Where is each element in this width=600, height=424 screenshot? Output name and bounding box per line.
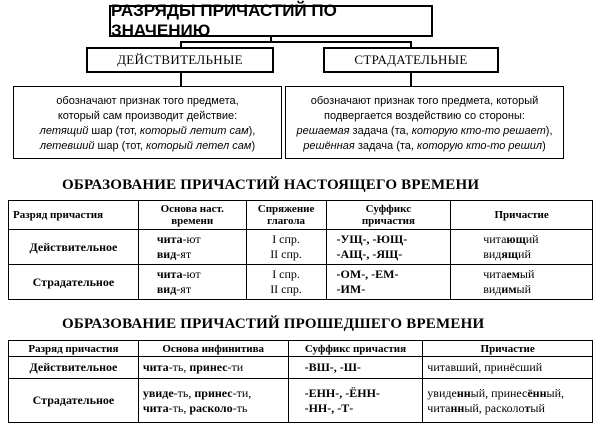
past-header-suffix: Суффикс причастия <box>288 341 423 357</box>
participle-stem: увиде <box>427 385 457 400</box>
present-row1-suffix <box>326 230 451 265</box>
past-row1-suffix <box>288 357 423 379</box>
passive-category-box <box>323 47 499 73</box>
conj-1: I спр. <box>272 232 300 246</box>
active-example-1 <box>14 124 281 139</box>
present-header-category: Разряд причастия <box>9 201 139 230</box>
participle-suffix: им <box>501 282 517 296</box>
participle-ending: ий <box>518 247 531 261</box>
passive-desc-line1: обозначают признак того предмета, который <box>310 95 539 107</box>
suffix-2: -ИМ- <box>336 282 366 296</box>
past-row2-stem <box>138 379 288 423</box>
present-section-title: ОБРАЗОВАНИЕ ПРИЧАСТИЙ НАСТОЯЩЕГО ВРЕМЕНИ <box>62 177 480 193</box>
active-category-label: ДЕЙСТВИТЕЛЬНЫЕ <box>117 52 243 67</box>
past-header-category: Разряд причастия <box>9 341 139 357</box>
participle-suffix: нн <box>450 400 465 415</box>
present-header-suffix-l1: Суффикс <box>365 203 412 215</box>
diagram-title <box>109 1 433 40</box>
active-desc-line2: который сам производит действие: <box>57 110 238 122</box>
stem-bold: принес <box>194 385 233 400</box>
present-row1-participle <box>451 230 593 265</box>
connector-horizontal <box>180 41 412 43</box>
past-header-row <box>9 341 593 357</box>
present-row2-participle <box>451 265 593 300</box>
present-header-conj-l1: Спряжение <box>257 203 315 215</box>
passive-ex1-word: решаемая <box>296 125 350 137</box>
suffix-2: -АЩ-, -ЯЩ- <box>336 247 403 261</box>
present-header-conj-l2: глагола <box>267 215 305 227</box>
stem-ending: -ти, <box>232 385 252 400</box>
participle-ending: ый <box>519 267 535 281</box>
stem-bold: чита <box>142 360 169 374</box>
stem-ending: -ют <box>182 232 201 246</box>
past-row2-category: Страдательное <box>9 379 139 423</box>
participle-ending: ый <box>516 282 531 296</box>
active-ex2-end: ) <box>251 140 256 152</box>
passive-desc-line2: подвергается воздействию со стороны: <box>324 110 525 122</box>
passive-description <box>285 86 564 159</box>
participle-suffix: нн <box>456 385 471 400</box>
table-row <box>9 265 593 300</box>
active-ex1-noun: шар (тот, <box>88 125 140 137</box>
stem-bold: принес <box>189 360 228 374</box>
stem-ending: -ть, <box>168 360 190 374</box>
table-row <box>9 357 593 379</box>
participle-ending: ый <box>530 400 545 415</box>
stem-ending: -ть, <box>168 400 190 415</box>
participle-stem: ый, принес <box>470 385 528 400</box>
table-row <box>9 379 593 423</box>
past-section-title: ОБРАЗОВАНИЕ ПРИЧАСТИЙ ПРОШЕДШЕГО ВРЕМЕНИ <box>62 316 485 332</box>
participle-line: читавший, принёсший <box>427 360 543 374</box>
active-desc-line1: обозначают признак того предмета, <box>56 95 239 107</box>
passive-ex2-noun: задача (та, <box>354 140 418 152</box>
passive-ex2-rel: которую кто-то решил <box>417 140 543 152</box>
conj-2: II спр. <box>270 282 302 296</box>
connector-left-desc <box>180 73 182 87</box>
passive-ex1-noun: задача (та, <box>349 125 412 137</box>
past-row1-category: Действительное <box>9 357 139 379</box>
present-header-stem-l1: Основа наст. <box>160 203 224 215</box>
participle-suffix: ящ <box>501 247 519 261</box>
active-ex2-word: летевший <box>39 140 95 152</box>
diagram-title-text: РАЗРЯДЫ ПРИЧАСТИЙ ПО ЗНАЧЕНИЮ <box>111 1 337 40</box>
stem-bold: вид <box>156 282 177 296</box>
participle-ending: ый, <box>546 385 564 400</box>
suffix-1: -УЩ-, -ЮЩ- <box>336 232 408 246</box>
participle-stem: вид <box>483 247 502 261</box>
participle-stem: чита <box>483 267 507 281</box>
active-ex1-rel: который летит сам <box>139 125 249 137</box>
active-description <box>13 86 282 159</box>
active-example-2 <box>14 139 281 154</box>
stem-ending: -ят <box>176 282 192 296</box>
present-row2-category: Страдательное <box>9 265 139 300</box>
connector-right-desc <box>410 73 412 87</box>
past-row2-suffix <box>288 379 423 423</box>
passive-ex1-end: ), <box>545 125 553 137</box>
suffix-1: -ВШ-, -Ш- <box>304 360 361 374</box>
stem-bold: расколо <box>189 400 233 415</box>
past-row2-participle <box>423 379 593 423</box>
present-row2-suffix <box>326 265 451 300</box>
participle-suffix: ённ <box>527 385 547 400</box>
suffix-1: -ОМ-, -ЕМ- <box>336 267 399 281</box>
participle-suffix: ющ <box>506 232 526 246</box>
stem-bold: вид <box>156 247 177 261</box>
active-ex2-rel: который летел сам <box>146 140 252 152</box>
conj-2: II спр. <box>270 247 302 261</box>
present-header-stem <box>138 201 246 230</box>
passive-ex2-word: решённая <box>303 140 355 152</box>
stem-bold: увиде <box>142 385 174 400</box>
active-ex1-word: летящий <box>39 125 89 137</box>
active-ex2-noun: шар (тот, <box>94 140 147 152</box>
conj-1: I спр. <box>272 267 300 281</box>
stem-ending: -ти <box>227 360 244 374</box>
present-header-conj <box>246 201 326 230</box>
present-header-row <box>9 201 593 230</box>
active-ex1-end: ), <box>248 125 256 137</box>
participle-stem: вид <box>483 282 502 296</box>
stem-ending: -ть, <box>173 385 195 400</box>
suffix-1: -ЕНН-, -ЁНН- <box>304 385 380 400</box>
past-row1-participle <box>423 357 593 379</box>
present-row1-category: Действительное <box>9 230 139 265</box>
past-row1-stem <box>138 357 288 379</box>
present-row1-stem <box>138 230 246 265</box>
participle-stem: чита <box>483 232 507 246</box>
present-header-participle: Причастие <box>451 201 593 230</box>
present-row2-conj <box>246 265 326 300</box>
stem-bold: чита <box>142 400 169 415</box>
active-category-box <box>86 47 274 73</box>
past-header-stem: Основа инфинитива <box>138 341 288 357</box>
present-row2-stem <box>138 265 246 300</box>
present-row1-conj <box>246 230 326 265</box>
passive-example-2 <box>286 139 563 154</box>
passive-ex1-rel: которую кто-то решает <box>411 125 546 137</box>
suffix-2: -НН-, -Т- <box>304 400 354 415</box>
present-table <box>8 200 593 300</box>
passive-ex2-end: ) <box>542 140 546 152</box>
participle-suffix: т <box>524 400 531 415</box>
present-header-suffix-l2: причастия <box>361 215 415 227</box>
participle-stem: ый, расколо <box>464 400 525 415</box>
passive-example-1 <box>286 124 563 139</box>
passive-category-label: СТРАДАТЕЛЬНЫЕ <box>354 52 468 67</box>
participle-ending: ий <box>525 232 539 246</box>
past-table <box>8 340 593 423</box>
present-header-stem-l2: времени <box>171 215 214 227</box>
past-header-participle: Причастие <box>423 341 593 357</box>
stem-bold: чита <box>156 267 183 281</box>
participle-suffix: ем <box>506 267 520 281</box>
stem-bold: чита <box>156 232 183 246</box>
participle-stem: чита <box>427 400 451 415</box>
present-header-suffix <box>326 201 451 230</box>
table-row <box>9 230 593 265</box>
stem-ending: -ят <box>176 247 192 261</box>
stem-ending: -ют <box>182 267 201 281</box>
stem-ending: -ть <box>232 400 248 415</box>
